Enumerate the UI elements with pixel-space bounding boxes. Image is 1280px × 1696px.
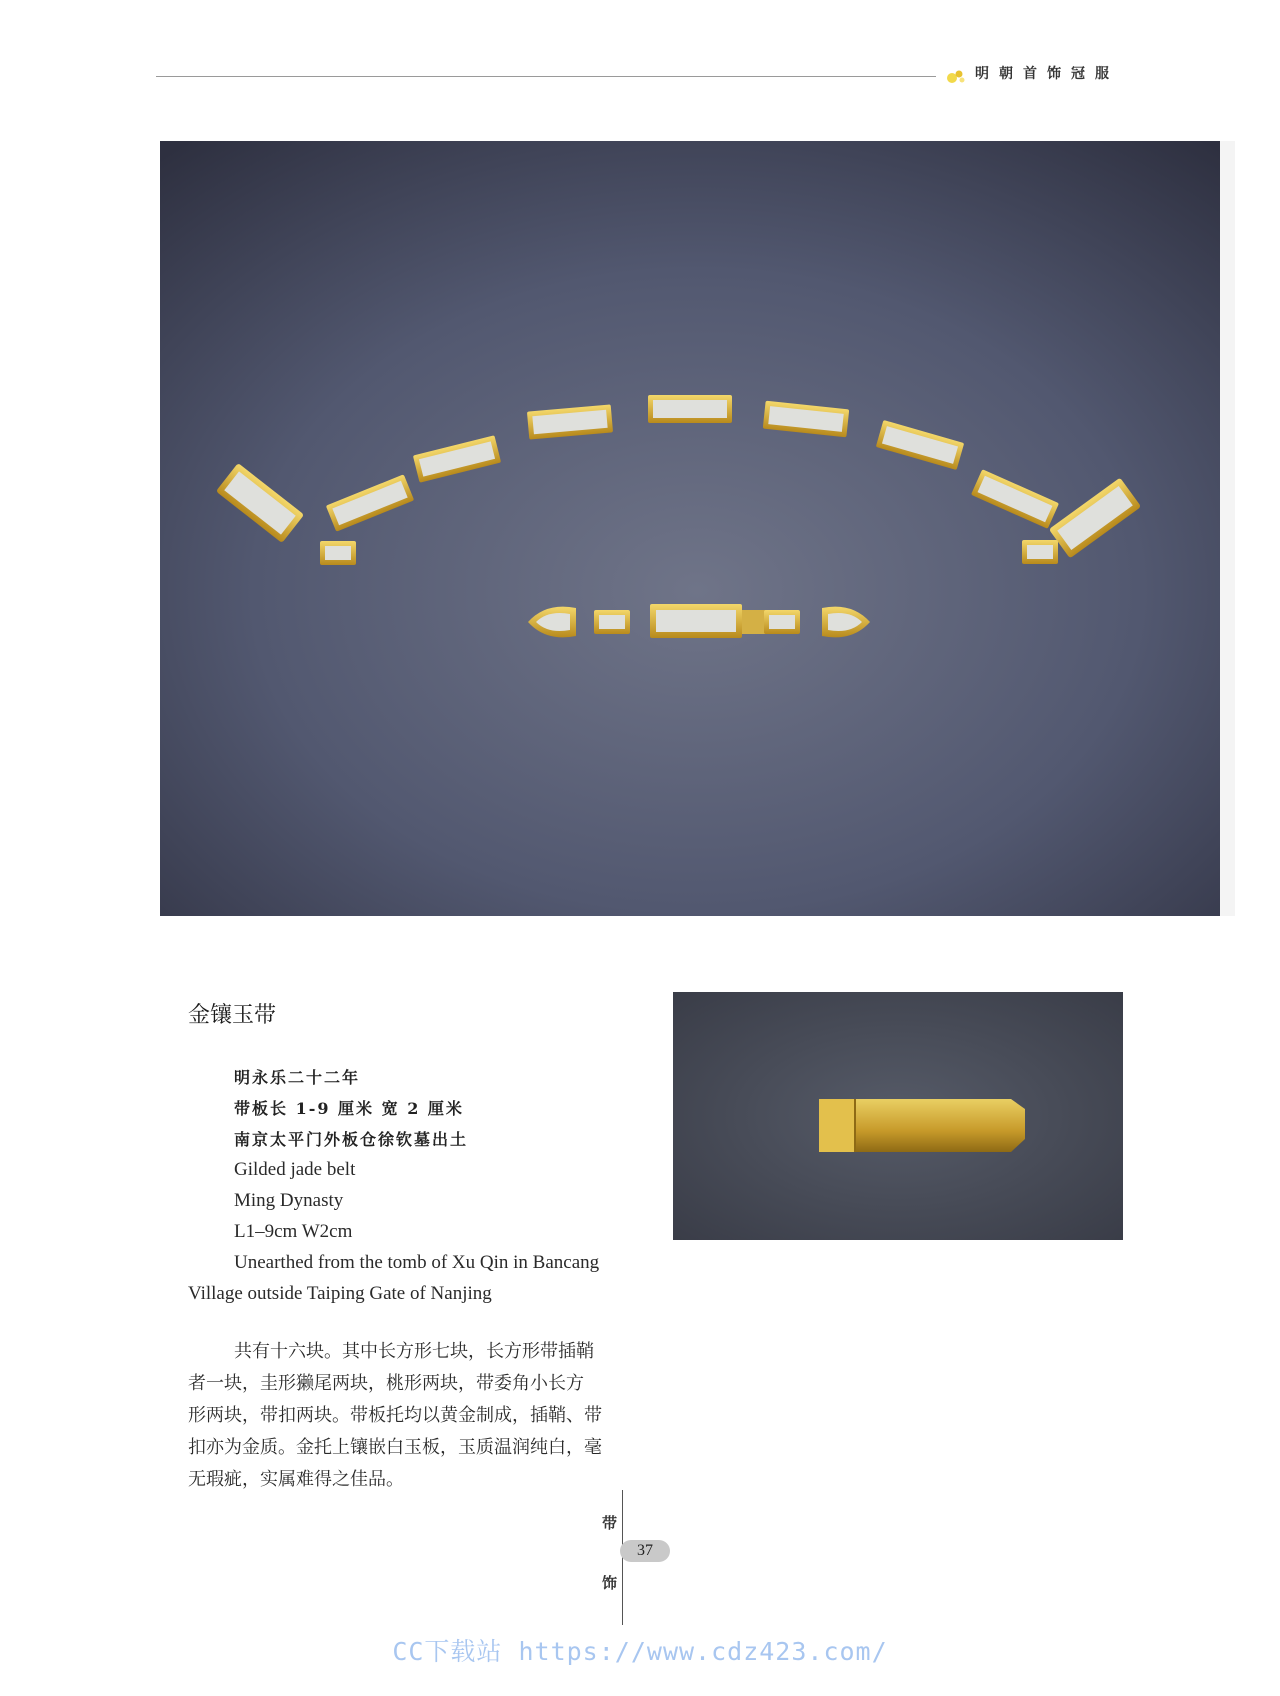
en-meta-line: Gilded jade belt	[234, 1159, 356, 1180]
en-meta-line: Ming Dynasty	[234, 1190, 344, 1211]
en-meta-line: Village outside Taiping Gate of Nanjing	[188, 1283, 492, 1304]
chinese-metadata	[234, 1062, 468, 1155]
description-line: 无瑕疵，实属难得之佳品。	[188, 1469, 404, 1490]
cn-meta-line: 带板长 1-9 厘米 宽 2 厘米	[234, 1099, 464, 1118]
main-photo	[160, 141, 1235, 916]
description-line: 形两块，带扣两块。带板托均以黄金制成，插鞘、带	[188, 1405, 602, 1426]
watermark: CC下载站 https://www.cdz423.com/	[392, 1637, 888, 1666]
description-line: 者一块，圭形獭尾两块，桃形两块，带委角小长方	[188, 1373, 584, 1394]
inset-photo	[673, 992, 1123, 1240]
description	[188, 1336, 648, 1496]
item-title: 金镶玉带	[188, 1003, 277, 1028]
cn-meta-line: 明永乐二十二年	[234, 1068, 361, 1087]
cn-meta-line: 南京太平门外板仓徐钦墓出土	[234, 1130, 469, 1149]
section-char: 饰	[602, 1574, 618, 1592]
section-char: 带	[602, 1514, 618, 1532]
flower-ornament-icon	[946, 66, 966, 86]
description-line: 扣亦为金质。金托上镶嵌白玉板，玉质温润纯白，毫	[188, 1437, 602, 1458]
english-metadata	[188, 1154, 654, 1309]
en-meta-line: Unearthed from the tomb of Xu Qin in Bancang	[234, 1252, 600, 1273]
page-number: 37	[637, 1542, 653, 1559]
description-line: 共有十六块。其中长方形七块，长方形带插鞘	[234, 1341, 594, 1362]
header-rule	[156, 76, 936, 77]
header-title: 明朝首饰冠服	[975, 66, 1119, 82]
en-meta-line: L1–9cm W2cm	[234, 1221, 353, 1242]
